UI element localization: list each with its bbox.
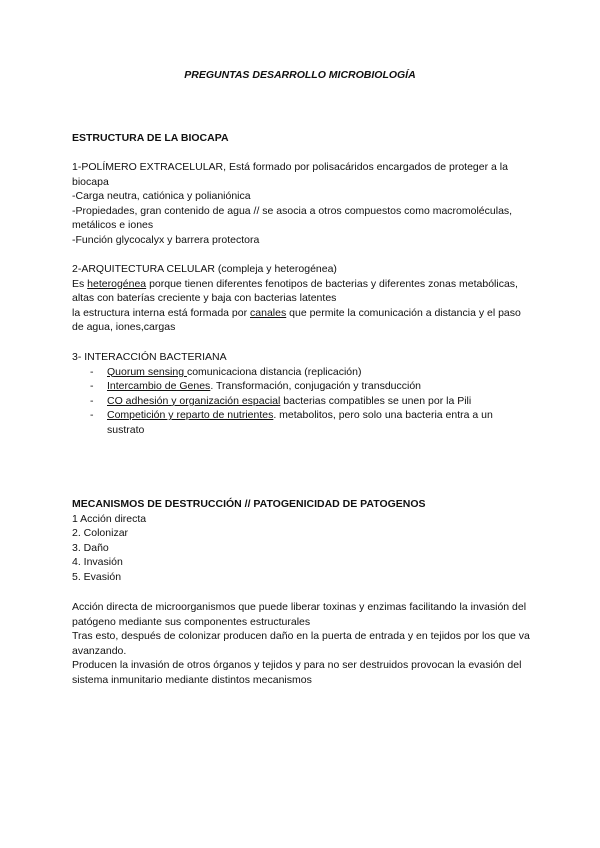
mecanismo-item: 3. Daño xyxy=(72,541,109,554)
paragraph-tras: Tras esto, después de colonizar producen daño en la puerta de entrada y en tejidos por los que va avanzando. xyxy=(72,630,530,657)
item-term: CO adhesión y organización espacial xyxy=(107,394,281,407)
mecanismo-item: 1 Acción directa xyxy=(72,512,147,525)
item-desc: comunicaciona distancia (replicación) xyxy=(186,365,362,378)
carga-line: -Carga neutra, catiónica y polianiónica xyxy=(72,190,251,203)
polimero-line: 1-POLÍMERO EXTRACELULAR, Está formado por polisacáridos encargados de proteger a la biocapa xyxy=(72,161,508,188)
section-heading-biocapa: ESTRUCTURA DE LA BIOCAPA xyxy=(72,132,229,144)
item-term: Quorum sensing xyxy=(107,365,187,378)
document-title: PREGUNTAS DESARROLLO MICROBIOLOGÍA xyxy=(184,69,416,81)
item-term: Intercambio de Genes xyxy=(107,380,211,393)
propiedades-line: -Propiedades, gran contenido de agua // se asocia a otros compuestos como macromoléculas, metálicos e iones xyxy=(72,204,513,232)
estructura-a: la estructura interna está formada por xyxy=(72,306,251,319)
section-heading-mecanismos: MECANISMOS DE DESTRUCCIÓN // PATOGENICIDAD DE PATOGENOS xyxy=(72,498,426,510)
arquitectura-block xyxy=(72,262,532,335)
mecanismo-item: 5. Evasión xyxy=(72,570,122,583)
paragraph-accion: Acción directa de microorganismos que puede liberar toxinas y enzimas facilitando la invasión del patógeno mediante sus componentes estructurales xyxy=(72,601,527,628)
canales-term: canales xyxy=(250,306,287,319)
list-item xyxy=(107,379,532,394)
list-item xyxy=(107,365,532,380)
item-desc: bacterias compatibles se unen por la Pili xyxy=(280,394,472,407)
interaccion-list xyxy=(72,365,532,438)
section-biocapa-heading-block xyxy=(72,131,532,146)
mecanismos-paragraphs xyxy=(72,600,532,688)
list-item xyxy=(107,394,532,409)
interaccion-block xyxy=(72,350,532,438)
heterogenea-term: heterogénea xyxy=(87,277,147,290)
mecanismos-block xyxy=(72,497,532,585)
es-text: Es xyxy=(72,277,88,290)
interaccion-line: 3- INTERACCIÓN BACTERIANA xyxy=(72,351,227,363)
estructura-b: que permite la comunicación a distancia y el paso de agua, iones,cargas xyxy=(72,306,521,334)
estructura-paragraph xyxy=(72,306,532,335)
item-desc: . metabolitos, pero solo una bacteria entra a un sustrato xyxy=(107,409,493,436)
mecanismo-item: 4. Invasión xyxy=(72,556,123,569)
heterogenea-paragraph xyxy=(72,277,532,306)
funcion-line: -Función glycocalyx y barrera protectora xyxy=(72,233,260,246)
paragraph-invasion: Producen la invasión de otros órganos y tejidos y para no ser destruidos provocan la evasión del sistema inmunitario mediante distintos mecanismos xyxy=(72,659,522,686)
arquitectura-line: 2-ARQUITECTURA CELULAR (compleja y heterogénea) xyxy=(72,263,337,275)
list-item xyxy=(107,408,532,437)
item-desc: . Transformación, conjugación y transducción xyxy=(210,380,422,393)
polimero-block xyxy=(72,160,532,248)
heterogenea-desc: porque tienen diferentes fenotipos de bacterias y diferentes zonas metabólicas, altas con baterías creciente y baja con bacterias latentes xyxy=(72,277,518,305)
mecanismo-item: 2. Colonizar xyxy=(72,527,129,540)
item-term: Competición y reparto de nutrientes xyxy=(107,409,274,422)
